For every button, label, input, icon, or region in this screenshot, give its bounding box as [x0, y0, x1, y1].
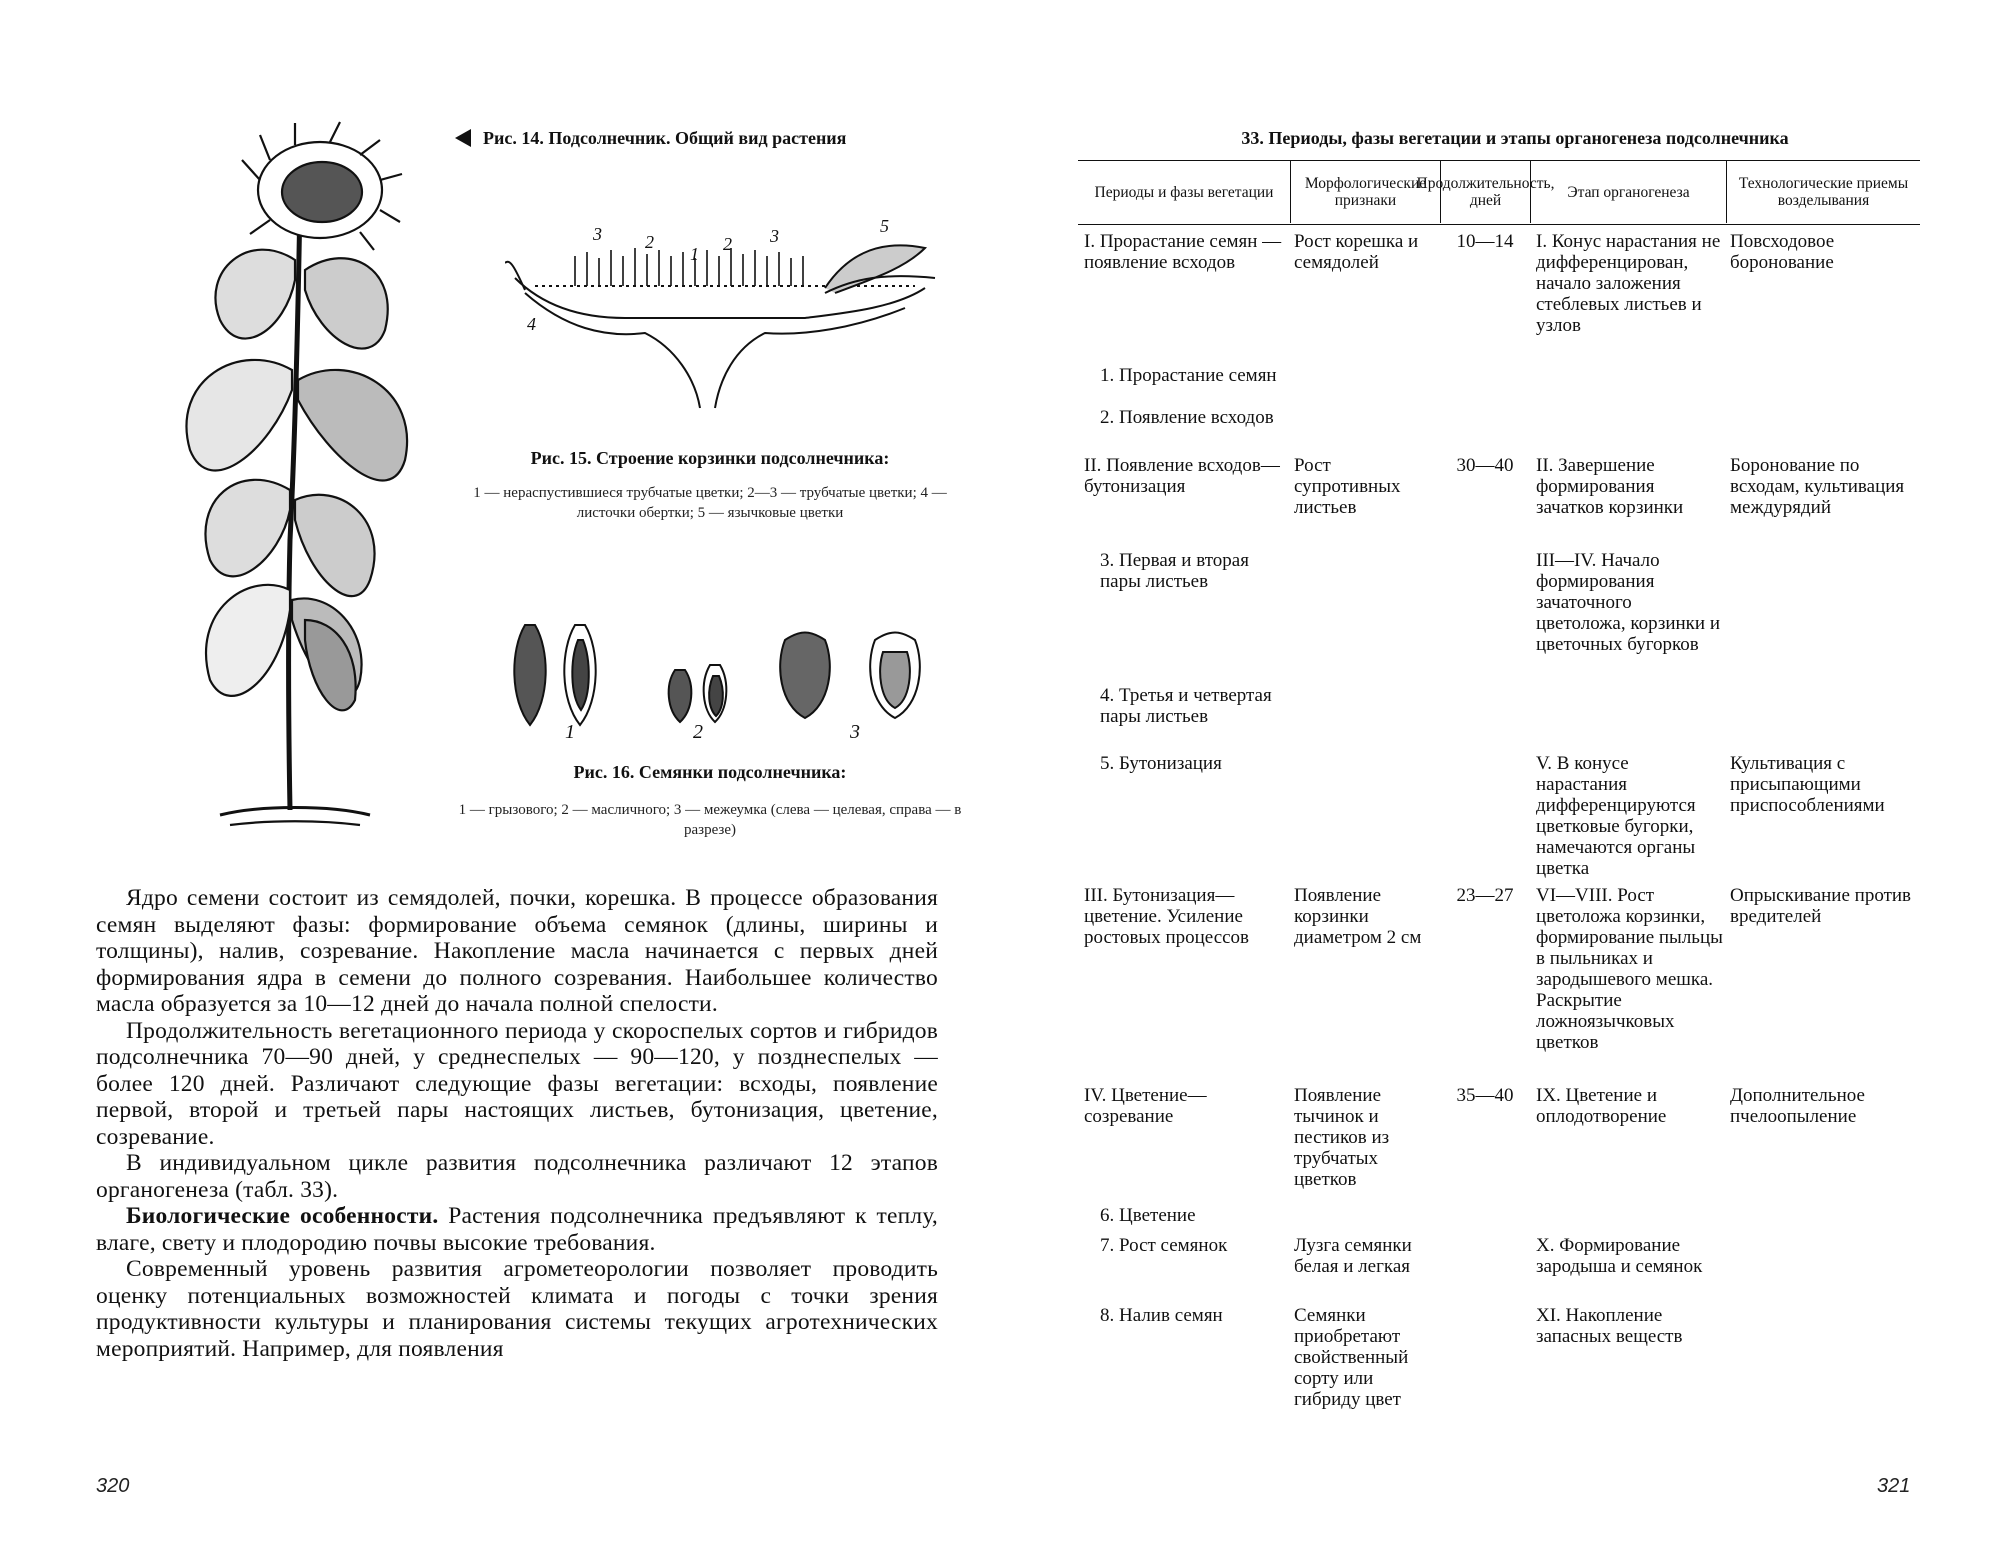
- cell-technology: Культивация с присыпающими приспособлениями: [1730, 753, 1885, 816]
- cell-morphology: Семянки приобретают свойственный сорту или гибриду цвет: [1294, 1305, 1409, 1410]
- header-morphology: Морфологические признаки: [1290, 161, 1440, 223]
- cell-period: I. Прорастание семян — появление всходов: [1084, 231, 1282, 273]
- cell-morphology: Рост супротивных листьев: [1294, 455, 1401, 518]
- table-header: [1078, 160, 1920, 225]
- cell-organogenesis: VI—VIII. Рост цветоложа корзинки, формирование пыльцы в пыльниках и зародышевого мешка. Раскрытие ложноязычковых цветков: [1536, 885, 1723, 1053]
- cell-phase: 5. Бутонизация: [1100, 753, 1222, 774]
- cell-duration: 35—40: [1456, 1085, 1514, 1106]
- cell-organogenesis: V. В конусе нарастания дифференцируются цветковые бугорки, намечаются органы цветка: [1536, 753, 1696, 879]
- basket-label-2b: 2: [723, 234, 732, 254]
- figure15-legend: 1 — нераспустившиеся трубчатые цветки; 2—3 — трубчатые цветки; 4 — листочки обертки; 5 — язычковые цветки: [473, 485, 947, 521]
- cell-technology: Дополнительное пчелоопыление: [1730, 1085, 1865, 1127]
- figure14-caption: [455, 128, 846, 149]
- basket-structure-diagram: [505, 218, 945, 418]
- basket-label-3a: 3: [593, 224, 602, 244]
- header-technology: Технологические приемы возделывания: [1726, 161, 1920, 223]
- paragraph-5: Современный уровень развития агрометеорологии позволяет проводить оценку потенциальных возможностей климата и погоды с точки зрения продуктивности культуры и планирования системы текущих агротехнических мероприятий. Например, для появления: [96, 1256, 938, 1362]
- paragraph-3: В индивидуальном цикле развития подсолнечника различают 12 этапов органогенеза (табл. 33).: [96, 1150, 938, 1203]
- cell-morphology: Появление тычинок и пестиков из трубчатых цветков: [1294, 1085, 1390, 1190]
- table-title: 33. Периоды, фазы вегетации и этапы органогенеза подсолнечника: [1241, 128, 1789, 148]
- cell-organogenesis: XI. Накопление запасных веществ: [1536, 1305, 1683, 1347]
- cell-morphology: Лузга семянки белая и легкая: [1294, 1235, 1412, 1277]
- cell-phase: 4. Третья и четвертая пары листьев: [1100, 685, 1272, 727]
- cell-organogenesis: X. Формирование зародыша и семянок: [1536, 1235, 1703, 1277]
- sunflower-illustration: [130, 120, 460, 840]
- figure16-title: Рис. 16. Семянки подсолнечника:: [573, 762, 847, 782]
- paragraph-1: Ядро семени состоит из семядолей, почки, корешка. В процессе образования семян выделяют фазы: формирование объема семянок (длины, ширины и толщины), налив, созревание. Накопление масла начинается с первых дней формирования ядра в семени до полного созревания. Наибольшее количество масла образуется за 10—12 дней до начала полной спелости.: [96, 885, 938, 1017]
- seed-label-2: 2: [693, 721, 703, 740]
- cell-duration: 30—40: [1456, 455, 1514, 476]
- cell-period: II. Появление всходов—бутонизация: [1084, 455, 1280, 497]
- cell-morphology: Появление корзинки диаметром 2 см: [1294, 885, 1422, 948]
- cell-organogenesis: II. Завершение формирования зачатков корзинки: [1536, 455, 1684, 518]
- cell-technology: Боронование по всходам, культивация междурядий: [1730, 455, 1905, 518]
- basket-label-1: 1: [690, 244, 699, 264]
- cell-phase: 7. Рост семянок: [1100, 1235, 1228, 1256]
- cell-phase: 8. Налив семян: [1100, 1305, 1223, 1326]
- cell-phase: 2. Появление всходов: [1100, 407, 1274, 428]
- seed-label-3: 3: [850, 721, 860, 740]
- organogenesis-table: [1078, 160, 1920, 1495]
- basket-label-4: 4: [527, 314, 536, 334]
- header-duration: Продолжительность, дней: [1440, 161, 1530, 223]
- triangle-pointer-icon: [455, 129, 471, 147]
- figure14-caption-text: Рис. 14. Подсолнечник. Общий вид растения: [483, 128, 847, 148]
- bold-lead: Биологические особенности.: [126, 1203, 439, 1229]
- cell-duration: 23—27: [1456, 885, 1514, 906]
- header-periods: Периоды и фазы вегетации: [1094, 183, 1274, 201]
- basket-label-3b: 3: [770, 226, 779, 246]
- figure15-title: Рис. 15. Строение корзинки подсолнечника:: [530, 448, 890, 468]
- cell-duration: 10—14: [1456, 231, 1514, 252]
- cell-organogenesis: I. Конус нарастания не дифференцирован, начало заложения стеблевых листьев и узлов: [1536, 231, 1721, 336]
- seed-label-1: 1: [565, 721, 575, 740]
- cell-phase: 6. Цветение: [1100, 1205, 1196, 1226]
- cell-period: III. Бутонизация—цветение. Усиление ростовых процессов: [1084, 885, 1250, 948]
- page-number-left: 320: [96, 1475, 130, 1497]
- paragraph-2: Продолжительность вегетационного периода у скороспелых сортов и гибридов подсолнечника 70—90 дней, у среднеспелых — 90—120, у позднеспелых — более 120 дней. Различают следующие фазы вегетации: всходы, появление первой, второй и третьей пары настоящих листьев, бутонизация, цветение, созревание.: [96, 1017, 938, 1150]
- header-organogenesis: Этап органогенеза: [1530, 161, 1726, 223]
- figure16-legend: 1 — грызового; 2 — масличного; 3 — межеумка (слева — целевая, справа — в разрезе): [458, 802, 962, 838]
- table-body: [1078, 225, 1920, 1495]
- cell-phase: 1. Прорастание семян: [1100, 365, 1277, 386]
- basket-label-5: 5: [880, 218, 889, 236]
- cell-technology: Опрыскивание против вредителей: [1730, 885, 1912, 927]
- cell-technology: Повсходовое боронование: [1730, 231, 1835, 273]
- basket-label-2a: 2: [645, 232, 654, 252]
- cell-organogenesis: III—IV. Начало формирования зачаточного цветоложа, корзинки и цветочных бугорков: [1536, 550, 1720, 655]
- cell-morphology: Рост корешка и семядолей: [1294, 231, 1419, 273]
- cell-phase: 3. Первая и вторая пары листьев: [1100, 550, 1249, 592]
- cell-period: IV. Цветение—созревание: [1084, 1085, 1207, 1127]
- paragraph-4-text: Растения подсолнечника предъявляют к теплу, влаге, свету и плодородию почвы высокие требования.: [96, 1203, 938, 1256]
- paragraph-4: [96, 1203, 938, 1256]
- body-text: [96, 885, 938, 1362]
- page-number-right: 321: [1877, 1475, 1911, 1497]
- seeds-illustration: [505, 610, 945, 740]
- cell-organogenesis: IX. Цветение и оплодотворение: [1536, 1085, 1667, 1127]
